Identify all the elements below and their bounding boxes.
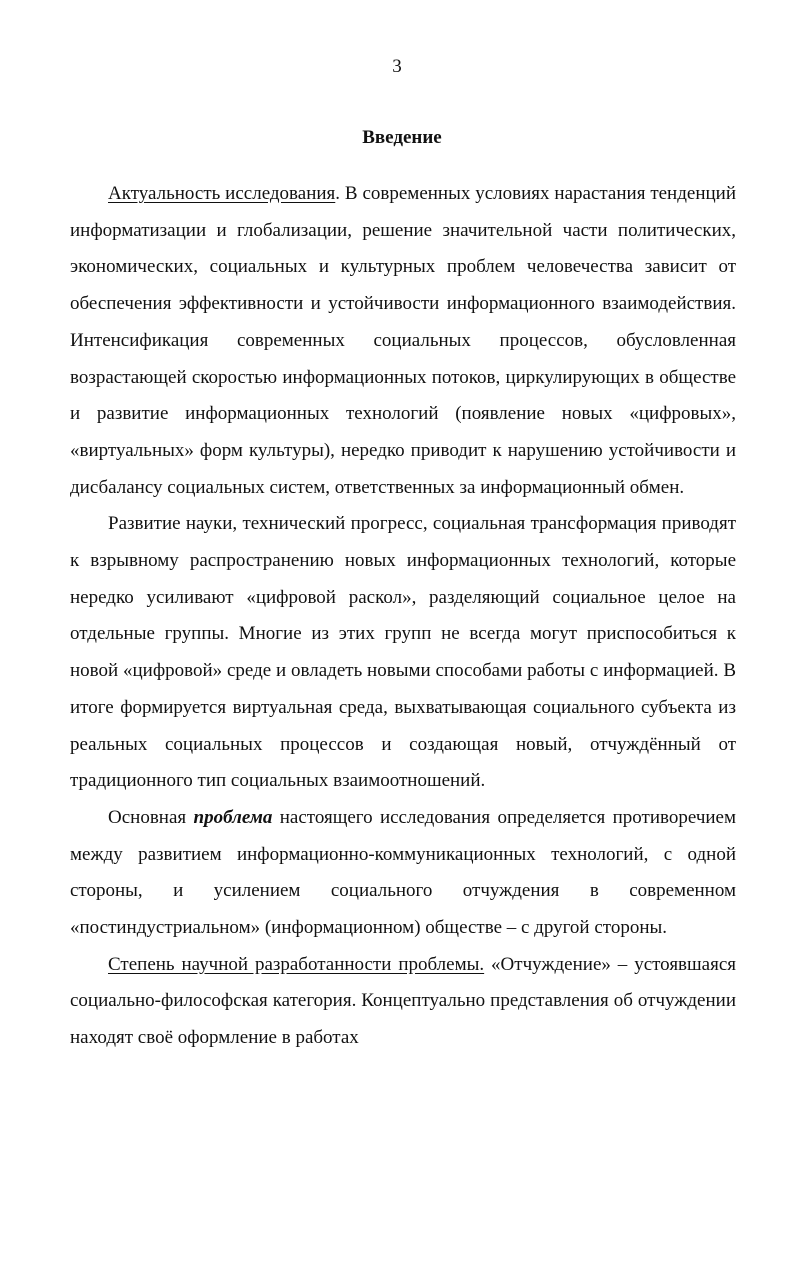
research-degree-text: «Отчуждение» – устоявшаяся социально-философская категория. Концептуально представления об отчуждении находят своё оформление в работах [70,953,737,1049]
body-text [70,176,736,1057]
problem-after: настоящего исследования определяется противоречием между развитием информационно-коммуникационных технологий, с одной стороны, и усилением социального отчуждения в современном «постиндустриальном» (информационном) обществе – с другой стороны. [70,806,737,939]
paragraph-problem [70,800,736,947]
research-degree-lead: Степень научной разработанности проблемы. [108,953,485,975]
relevance-text: . В современных условиях нарастания тенденций информатизации и глобализации, решение значительной части политических, экономических, социальных и культурных проблем человечества зависит от обеспечения эффективности и устойчивости информационного взаимодействия. Интенсификация современных социальных процессов, обусловленная возрастающей скоростью информационных потоков, циркулирующих в обществе и развитие информационных технологий (появление новых «цифровых», «виртуальных» форм культуры), нередко приводит к нарушению устойчивости и дисбалансу социальных систем, ответственных за информационный обмен. [70,183,736,498]
problem-before: Основная [108,806,194,828]
page-number: 3 [392,56,402,77]
section-heading: Введение [362,127,442,148]
paragraph-relevance [70,176,736,506]
paragraph-development: Развитие науки, технический прогресс, социальная трансформация приводят к взрывному распространению новых информационных технологий, которые нередко усиливают «цифровой раскол», разделяющий социальное целое на отдельные группы. Многие из этих групп не всегда могут приспособиться к новой «цифровой» среде и овладеть новыми способами работы с информацией. В итоге формируется виртуальная среда, выхватывающая социального субъекта из реальных социальных процессов и создающая новый, отчуждённый от традиционного тип социальных взаимоотношений. [70,513,736,792]
relevance-lead: Актуальность исследования [108,183,336,204]
paragraph-research-degree [70,947,736,1057]
problem-emphasis: проблема [193,806,273,828]
